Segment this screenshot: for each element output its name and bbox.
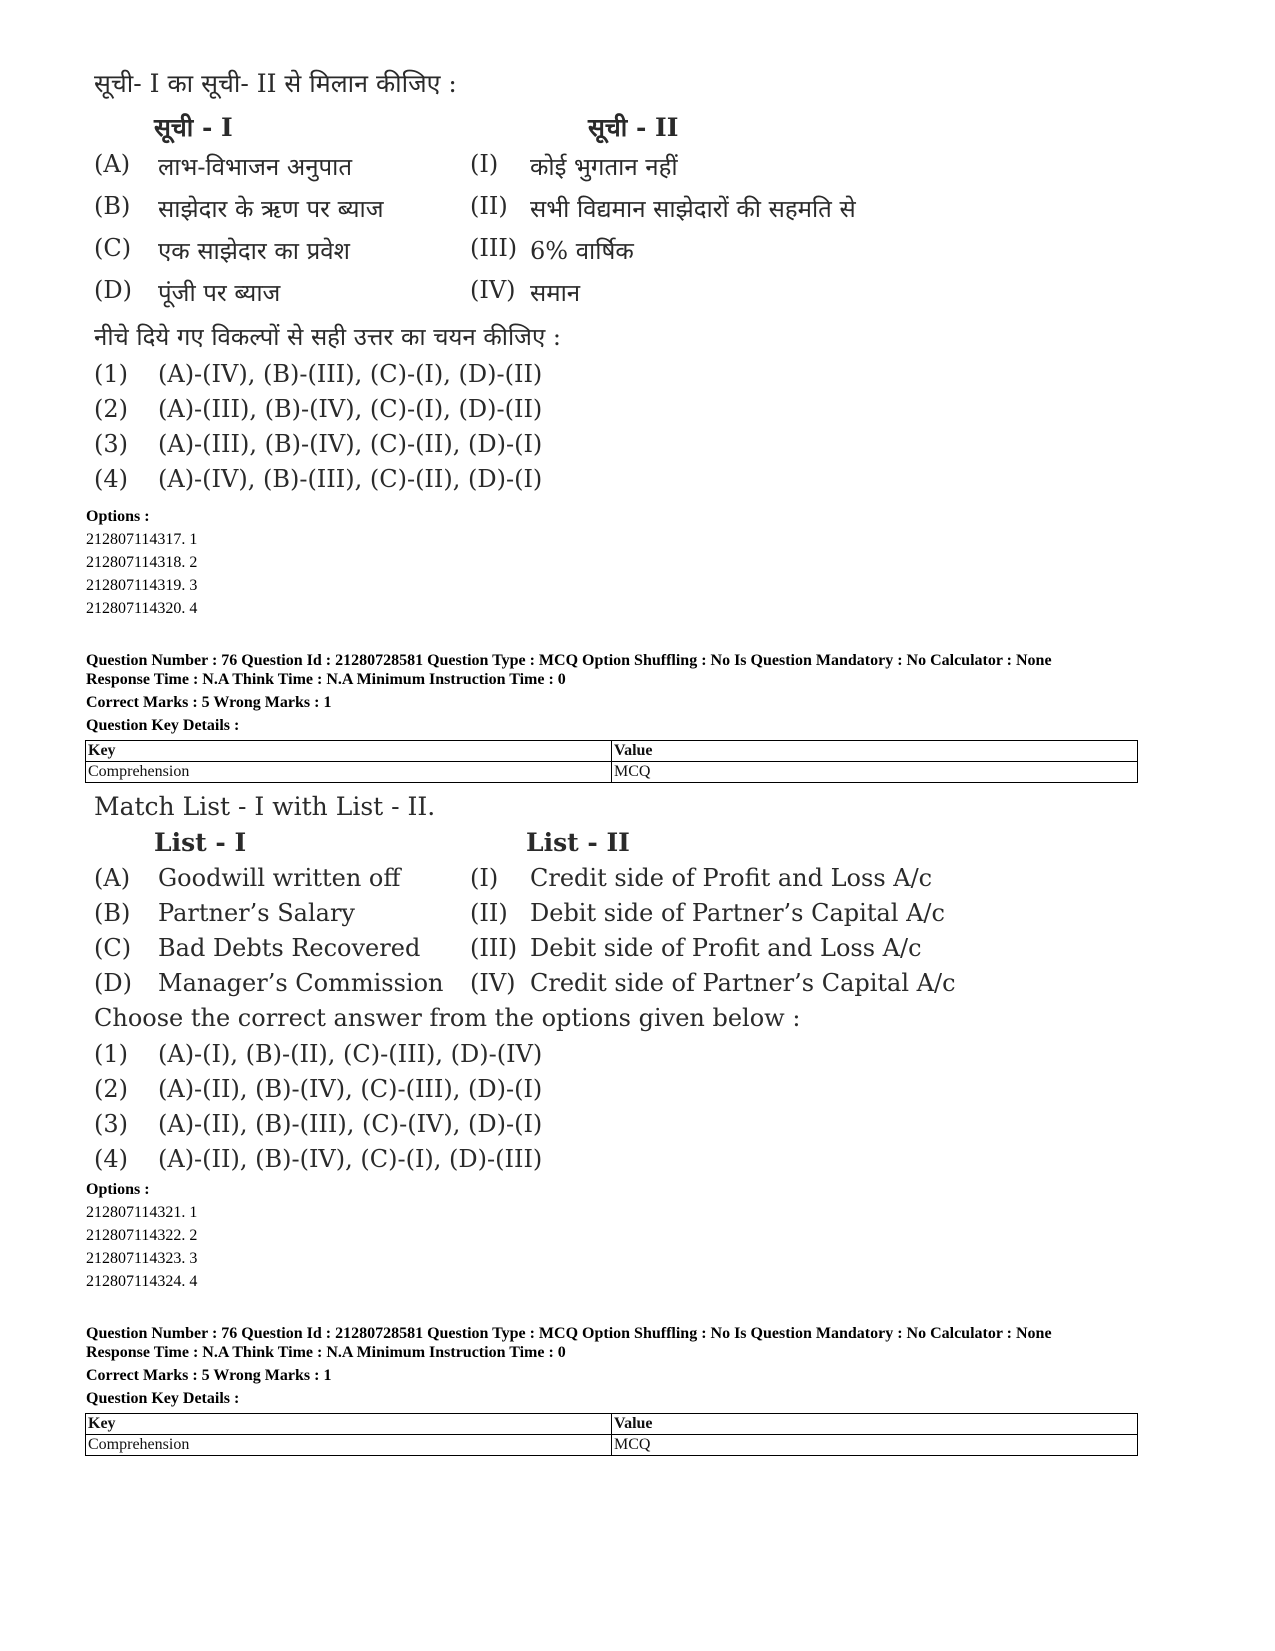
option-item: 212807114317. 1 — [86, 531, 198, 548]
list2-item: Credit side of Profit and Loss A/c — [530, 864, 933, 892]
english-list2-header: List - II — [526, 828, 630, 857]
list2-item: Debit side of Partner’s Capital A/c — [530, 899, 945, 927]
hindi-match-row — [94, 276, 994, 312]
table-cell-key: Comprehension — [86, 1435, 612, 1456]
option-item: 212807114321. 1 — [86, 1204, 198, 1221]
option-item: 212807114319. 3 — [86, 577, 198, 594]
hindi-list1-header: सूची - I — [154, 113, 233, 142]
option-item: 212807114322. 2 — [86, 1227, 198, 1244]
row-marker: (IV) — [470, 969, 516, 997]
choice-number: (2) — [94, 395, 128, 423]
choice-number: (1) — [94, 1040, 128, 1068]
table-header-row — [86, 741, 1138, 762]
hindi-match-row — [94, 192, 994, 228]
table-cell-key: Comprehension — [86, 762, 612, 783]
hindi-question-title: सूची- I का सूची- II से मिलान कीजिए : — [94, 69, 457, 98]
choice-text: (A)-(II), (B)-(IV), (C)-(III), (D)-(I) — [158, 1075, 543, 1103]
list2-item: Credit side of Partner’s Capital A/c — [530, 969, 956, 997]
question-meta-line: Response Time : N.A Think Time : N.A Minimum Instruction Time : 0 — [86, 671, 566, 688]
choice-number: (1) — [94, 360, 128, 388]
options-label: Options : — [86, 508, 150, 525]
english-question-title: Match List - I with List - II. — [94, 792, 436, 821]
list1-item: Bad Debts Recovered — [158, 934, 421, 962]
table-header-key: Key — [86, 741, 612, 762]
english-instruction: Choose the correct answer from the options given below : — [94, 1004, 801, 1032]
row-marker: (I) — [470, 150, 499, 178]
row-marker: (B) — [94, 899, 131, 927]
key-details-label: Question Key Details : — [86, 717, 240, 734]
options-label: Options : — [86, 1181, 150, 1198]
row-marker: (II) — [470, 899, 508, 927]
marks-line: Correct Marks : 5 Wrong Marks : 1 — [86, 694, 332, 711]
table-row — [86, 1435, 1138, 1456]
row-marker: (III) — [470, 234, 518, 262]
table-cell-value: MCQ — [612, 762, 1138, 783]
question-meta-line: Question Number : 76 Question Id : 21280728581 Question Type : MCQ Option Shuffling : No Is Question Mandatory : No Calculator : None — [86, 652, 1052, 669]
table-header-key: Key — [86, 1414, 612, 1435]
list1-item: Goodwill written off — [158, 864, 401, 892]
row-marker: (II) — [470, 192, 508, 220]
hindi-list2-header: सूची - II — [588, 113, 679, 142]
choice-text: (A)-(III), (B)-(IV), (C)-(I), (D)-(II) — [158, 395, 543, 423]
row-marker: (IV) — [470, 276, 516, 304]
hindi-question-image — [88, 62, 988, 502]
row-marker: (A) — [94, 150, 131, 178]
table-header-value: Value — [612, 1414, 1138, 1435]
option-item: 212807114323. 3 — [86, 1250, 198, 1267]
row-marker: (C) — [94, 934, 132, 962]
row-marker: (III) — [470, 934, 518, 962]
english-match-row — [94, 969, 994, 1005]
choice-text: (A)-(III), (B)-(IV), (C)-(II), (D)-(I) — [158, 430, 543, 458]
question-meta-line: Question Number : 76 Question Id : 21280728581 Question Type : MCQ Option Shuffling : No Is Question Mandatory : No Calculator : None — [86, 1325, 1052, 1342]
list1-item: लाभ-विभाजन अनुपात — [158, 153, 353, 181]
option-item: 212807114320. 4 — [86, 600, 198, 617]
option-item: 212807114324. 4 — [86, 1273, 198, 1290]
hindi-instruction: नीचे दिये गए विकल्पों से सही उत्तर का चयन कीजिए : — [94, 323, 561, 351]
list2-item: सभी विद्यमान साझेदारों की सहमति से — [530, 195, 856, 223]
english-match-row — [94, 864, 994, 900]
hindi-match-row — [94, 234, 994, 270]
choice-text: (A)-(II), (B)-(IV), (C)-(I), (D)-(III) — [158, 1145, 543, 1173]
question-key-table — [85, 740, 1138, 783]
english-list1-header: List - I — [154, 828, 247, 857]
list1-item: एक साझेदार का प्रवेश — [158, 237, 350, 265]
choice-number: (3) — [94, 430, 128, 458]
table-header-row — [86, 1414, 1138, 1435]
choice-text: (A)-(II), (B)-(III), (C)-(IV), (D)-(I) — [158, 1110, 543, 1138]
english-match-row — [94, 934, 994, 970]
row-marker: (D) — [94, 969, 132, 997]
list1-item: Manager’s Commission — [158, 969, 444, 997]
list2-item: 6% वार्षिक — [530, 237, 634, 265]
question-key-table — [85, 1413, 1138, 1456]
english-match-row — [94, 899, 994, 935]
marks-line: Correct Marks : 5 Wrong Marks : 1 — [86, 1367, 332, 1384]
english-question-image — [88, 790, 988, 1180]
list2-item: Debit side of Profit and Loss A/c — [530, 934, 922, 962]
hindi-match-row — [94, 150, 994, 186]
choice-text: (A)-(IV), (B)-(III), (C)-(I), (D)-(II) — [158, 360, 543, 388]
list1-item: Partner’s Salary — [158, 899, 355, 927]
row-marker: (C) — [94, 234, 132, 262]
choice-number: (4) — [94, 465, 128, 493]
question-meta-line: Response Time : N.A Think Time : N.A Minimum Instruction Time : 0 — [86, 1344, 566, 1361]
table-header-value: Value — [612, 741, 1138, 762]
choice-number: (3) — [94, 1110, 128, 1138]
row-marker: (D) — [94, 276, 132, 304]
row-marker: (A) — [94, 864, 131, 892]
key-details-label: Question Key Details : — [86, 1390, 240, 1407]
table-row — [86, 762, 1138, 783]
option-item: 212807114318. 2 — [86, 554, 198, 571]
table-cell-value: MCQ — [612, 1435, 1138, 1456]
list2-item: समान — [530, 279, 581, 307]
list1-item: पूंजी पर ब्याज — [158, 279, 281, 307]
choice-text: (A)-(IV), (B)-(III), (C)-(II), (D)-(I) — [158, 465, 543, 493]
list1-item: साझेदार के ऋण पर ब्याज — [158, 195, 384, 223]
choice-number: (2) — [94, 1075, 128, 1103]
row-marker: (I) — [470, 864, 499, 892]
row-marker: (B) — [94, 192, 131, 220]
choice-text: (A)-(I), (B)-(II), (C)-(III), (D)-(IV) — [158, 1040, 543, 1068]
choice-number: (4) — [94, 1145, 128, 1173]
list2-item: कोई भुगतान नहीं — [530, 153, 678, 181]
